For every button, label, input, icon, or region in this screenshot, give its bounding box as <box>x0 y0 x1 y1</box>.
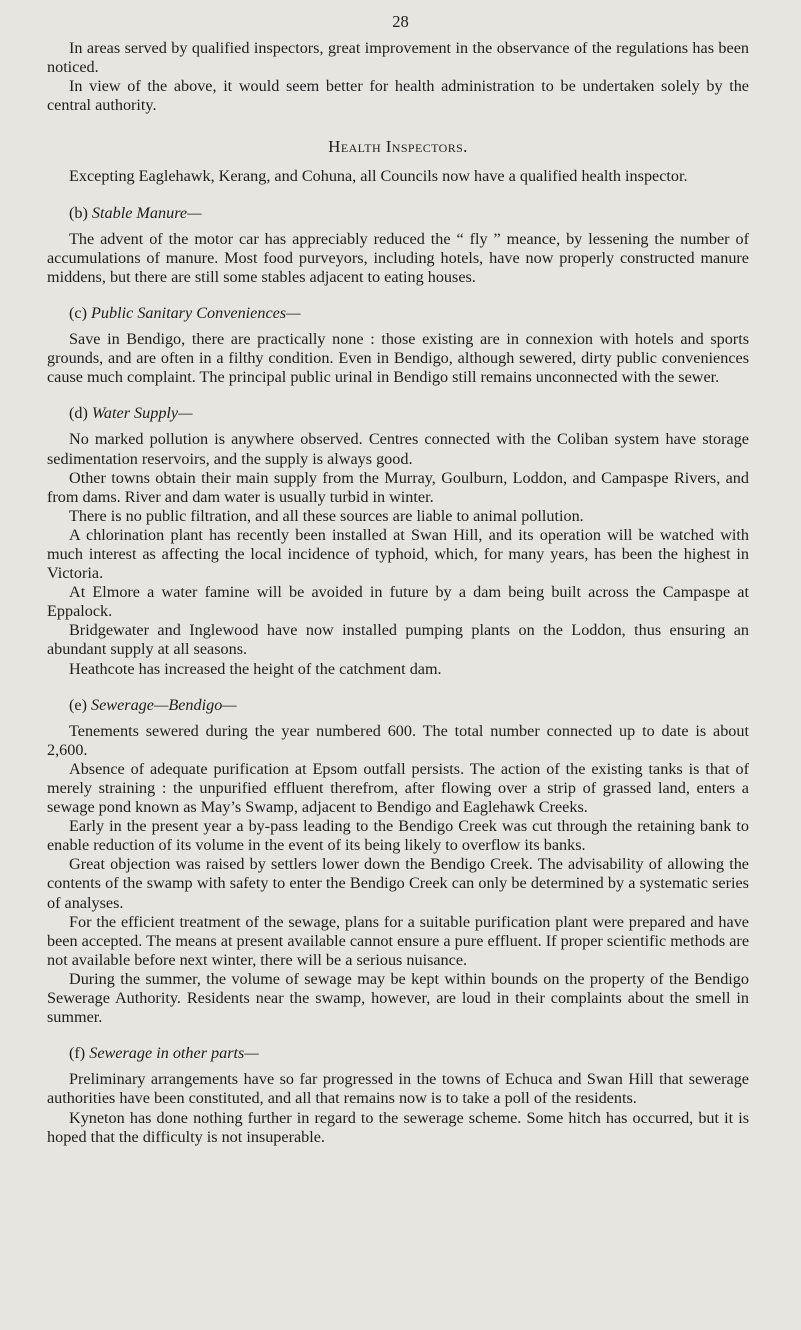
page-number: 28 <box>392 12 409 31</box>
subsection-heading-sewerage-other-parts <box>69 1044 749 1063</box>
sewerage-bendigo-paragraph: Absence of adequate purification at Epsom outfall persists. The action of the existing tanks is that of merely straining : the unpurified effluent therefrom, after flowing over a strip of grassed land, enters a sewage pond known as May’s Swamp, adjacent to Bendigo and Eaglehawk Creeks. <box>47 759 749 817</box>
intro-paragraph: In areas served by qualified inspectors, great improvement in the observance of the regulations has been noticed. <box>47 39 749 77</box>
subsection-letter: (e) <box>69 695 87 714</box>
subsection-heading-sewerage-bendigo <box>69 696 749 715</box>
subsection-title: Sewerage—Bendigo— <box>91 695 237 714</box>
water-supply-paragraph: A chlorination plant has recently been installed at Swan Hill, and its operation will be watched with much interest as affecting the local incidence of typhoid, which, for many years, has been the highest in Victoria. <box>47 525 749 583</box>
sewerage-bendigo-paragraph: During the summer, the volume of sewage may be kept within bounds on the property of the Bendigo Sewerage Authority. Residents near the swamp, however, are loud in their complaints about the smell in summer. <box>47 969 749 1027</box>
subsection-letter: (c) <box>69 303 87 322</box>
subsection-title: Stable Manure— <box>91 203 202 222</box>
subsection-letter: (b) <box>69 203 88 222</box>
sewerage-bendigo-paragraph: For the efficient treatment of the sewage, plans for a suitable purification plant were prepared and have been accepted. The means at present available cannot ensure a pure effluent. If proper scientific methods are not available before next winter, there will be a serious nuisance. <box>47 912 749 969</box>
water-supply-paragraph: Bridgewater and Inglewood have now installed pumping plants on the Loddon, thus ensuring an abundant supply at all seasons. <box>47 621 749 659</box>
health-inspectors-paragraph: Excepting Eaglehawk, Kerang, and Cohuna, all Councils now have a qualified health inspector. <box>69 167 688 186</box>
sewerage-bendigo-paragraph: Tenements sewered during the year numbered 600. The total number connected up to date is about 2,600. <box>47 721 749 759</box>
subsection-title: Sewerage in other parts— <box>89 1044 259 1063</box>
subsection-heading-water-supply <box>69 404 749 423</box>
water-supply-paragraph: At Elmore a water famine will be avoided in future by a dam being built across the Campaspe at Eppalock. <box>47 583 749 621</box>
water-supply-paragraph: No marked pollution is anywhere observed. Centres connected with the Coliban system have storage sedimentation reservoirs, and the supply is always good. <box>47 430 749 468</box>
sewerage-other-parts-paragraph: Preliminary arrangements have so far progressed in the towns of Echuca and Swan Hill that sewerage authorities have been constituted, and all that remains now is to take a poll of the residents. <box>47 1070 749 1108</box>
sewerage-other-parts-paragraph: Kyneton has done nothing further in regard to the sewerage scheme. Some hitch has occurred, but it is hoped that the difficulty is not insuperable. <box>47 1108 749 1146</box>
subsection-title: Water Supply— <box>91 404 193 423</box>
sanitary-conveniences-paragraph: Save in Bendigo, there are practically none : those existing are in connexion with hotels and sports grounds, and are often in a filthy condition. Even in Bendigo, although sewered, dirty public conveniences cause much complaint. The principal public urinal in Bendigo still remains unconnected with the sewer. <box>47 330 749 387</box>
intro-paragraph: In view of the above, it would seem better for health administration to be undertaken solely by the central authority. <box>47 77 749 115</box>
water-supply-paragraph: Other towns obtain their main supply from the Murray, Goulburn, Loddon, and Campaspe Rivers, and from dams. River and dam water is usually turbid in winter. <box>47 468 749 506</box>
subsection-heading-stable-manure <box>69 204 749 223</box>
page-content <box>47 39 749 1147</box>
section-heading-health-inspectors: Health Inspectors. <box>328 137 468 157</box>
water-supply-paragraph: There is no public filtration, and all these sources are liable to animal pollution. <box>69 506 584 525</box>
subsection-letter: (d) <box>69 404 88 423</box>
subsection-heading-public-sanitary-conveniences <box>69 304 749 323</box>
sewerage-bendigo-paragraph: Early in the present year a by-pass leading to the Bendigo Creek was cut through the retaining bank to enable reduction of its volume in the event of its being likely to overflow its banks. <box>47 817 749 855</box>
subsection-title: Public Sanitary Conveniences— <box>91 303 301 322</box>
sewerage-bendigo-paragraph: Great objection was raised by settlers lower down the Bendigo Creek. The advisability of allowing the contents of the swamp with safety to enter the Bendigo Creek can only be determined by a systematic series of analyses. <box>47 855 749 912</box>
stable-manure-paragraph: The advent of the motor car has appreciably reduced the “ fly ” meance, by lessening the number of accumulations of manure. Most food purveyors, including hotels, have now properly constructed manure middens, but there are still some stables adjacent to eating houses. <box>47 229 749 286</box>
water-supply-paragraph: Heathcote has increased the height of the catchment dam. <box>69 659 442 678</box>
subsection-letter: (f) <box>69 1044 86 1063</box>
